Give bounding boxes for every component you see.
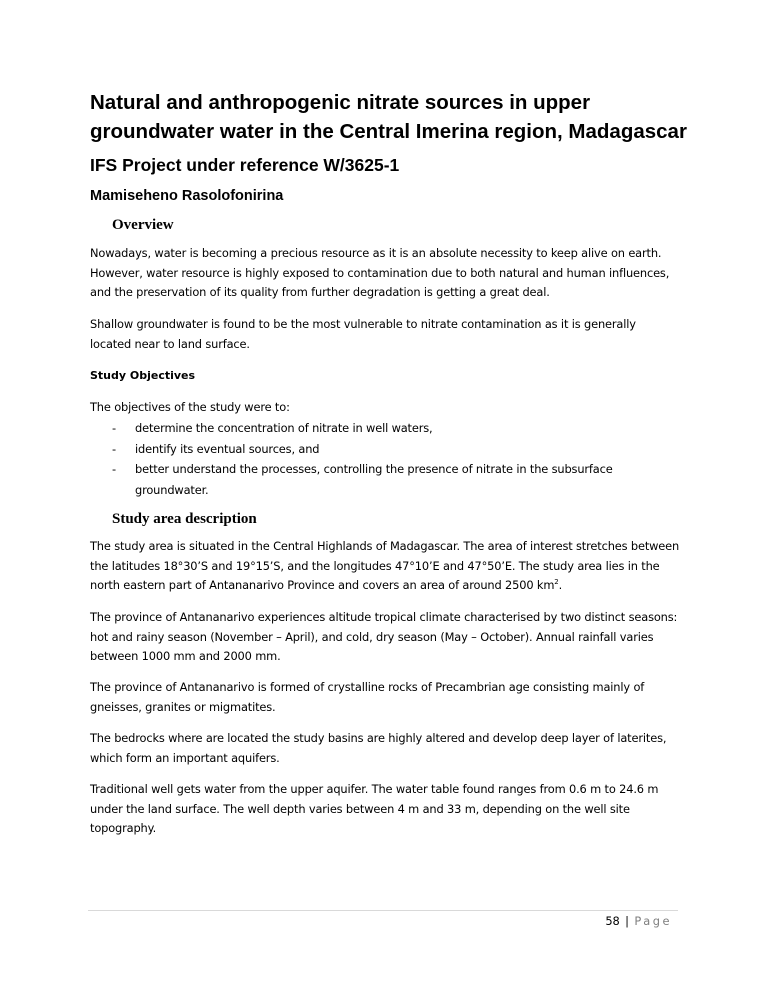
footer-separator: | — [625, 914, 629, 928]
list-item — [90, 459, 680, 500]
bullet-dash: - — [112, 462, 116, 477]
overview-paragraph-1: Nowadays, water is becoming a precious resource as it is an absolute necessity to keep alive on earth. However, water resource is highly exposed to contamination due to both natural and human influences, and the preservation of its quality from further degradation is getting a great deal. — [90, 246, 670, 300]
page-label: Page — [634, 914, 672, 928]
study-area-paragraph-1 — [90, 537, 680, 596]
list-item-text: better understand the processes, controlling the presence of nitrate in the subsurface groundwater. — [135, 462, 613, 497]
list-item-text: identify its eventual sources, and — [135, 441, 320, 456]
bullet-dash: - — [112, 441, 116, 456]
study-area-paragraph-3: The province of Antananarivo is formed of crystalline rocks of Precambrian age consisting mainly of gneisses, granites or migmatites. — [90, 680, 645, 714]
list-item-text: determine the concentration of nitrate in well waters, — [135, 421, 433, 435]
study-area-paragraph-5: Traditional well gets water from the upper aquifer. The water table found ranges from 0.6 m to 24.6 m under the land surface. The well depth varies between 4 m and 33 m, depending on the well site topography. — [90, 782, 659, 836]
overview-paragraph-2: Shallow groundwater is found to be the most vulnerable to nitrate contamination as it is generally located near to land surface. — [90, 317, 636, 351]
paragraph-end: . — [558, 578, 563, 593]
study-area-paragraph-1-text: The study area is situated in the Central Highlands of Madagascar. The area of interest stretches between the latitudes 18°30’S and 19°15’S, and the longitudes 47°10’E and 47°50’E. The study area lies in the north eastern part of Antananarivo Province and covers an area of around 2500 km — [90, 539, 680, 593]
study-area-heading: Study area description — [112, 511, 257, 527]
bullet-dash: - — [112, 421, 116, 435]
footer-divider — [88, 910, 678, 911]
objectives-heading: Study Objectives — [90, 369, 196, 382]
project-reference: IFS Project under reference W/3625-1 — [90, 155, 400, 175]
overview-heading: Overview — [112, 217, 174, 233]
study-area-paragraph-2: The province of Antananarivo experiences altitude tropical climate characterised by two distinct seasons: hot and rainy season (November – April), and cold, dry season (May – October). Annual rainfall varies between 1000 mm and 2000 mm. — [90, 610, 678, 664]
objectives-intro: The objectives of the study were to: — [90, 400, 290, 414]
list-item — [90, 418, 680, 439]
page-number: 58 — [605, 914, 620, 928]
objectives-list — [90, 418, 680, 500]
study-area-paragraph-4: The bedrocks where are located the study basins are highly altered and develop deep layer of laterites, which form an important aquifers. — [90, 731, 667, 765]
document-title: Natural and anthropogenic nitrate sources in upper groundwater water in the Central Imerina region, Madagascar — [90, 91, 687, 143]
superscript: 2 — [554, 578, 559, 587]
page-footer — [605, 912, 672, 930]
list-item — [90, 439, 680, 460]
author-name: Mamiseheno Rasolofonirina — [90, 188, 284, 204]
